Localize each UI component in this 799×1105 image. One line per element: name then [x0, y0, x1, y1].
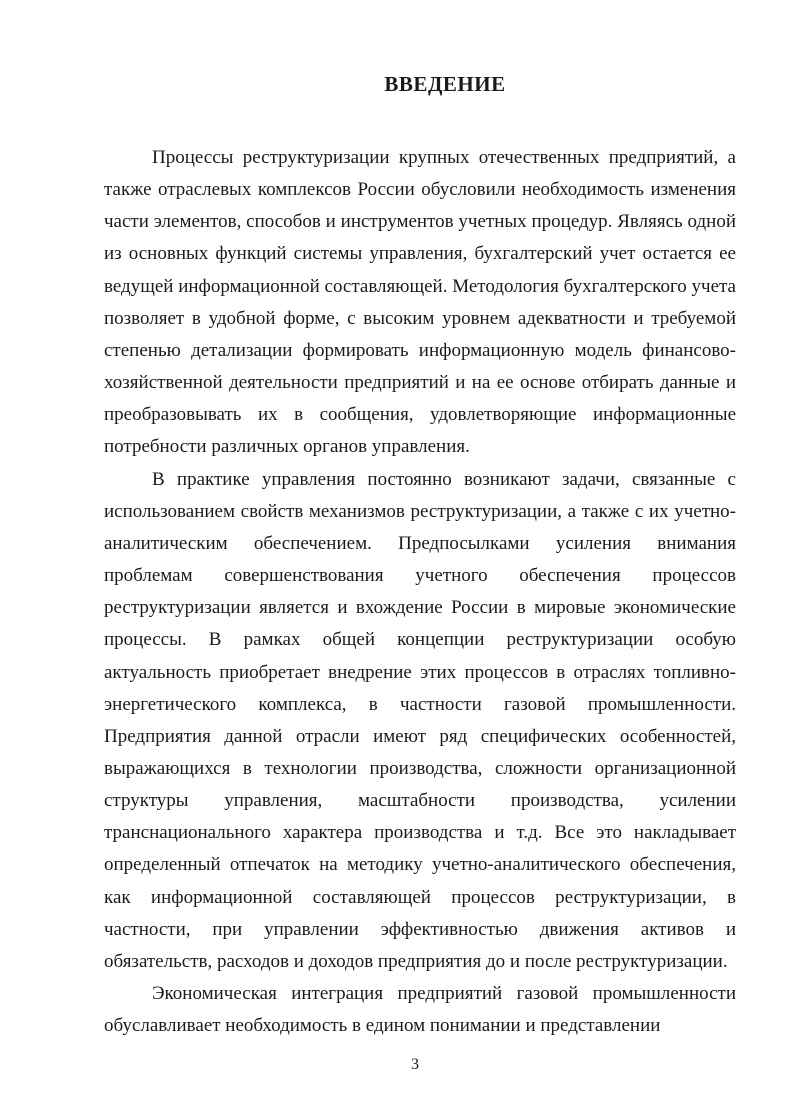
paragraph-economic-integration: Экономическая интеграция предприятий газовой промышленности обуславливает необходимость в едином понимании и представлении: [104, 983, 736, 1037]
body-text: [104, 142, 736, 1042]
page-number: 3: [411, 1056, 419, 1073]
paragraph-management-practice: В практике управления постоянно возникают задачи, связанные с использованием свойств механизмов реструктуризации, а также с их учетно-аналитическим обеспечением. Предпосылками усиления внимания проблемам совершенствования учетного обеспечения процессов реструктуризации является и вхождение России в мировые экономические процессы. В рамках общей концепции реструктуризации особую актуальность приобретает внедрение этих процессов в отраслях топливно-энергетического комплекса, в частности газовой промышленности. Предприятия данной отрасли имеют ряд специфических особенностей, выражающихся в технологии производства, сложности организационной структуры управления, масштабности производства, усилении транснационального характера производства и т.д. Все это накладывает определенный отпечаток на методику учетно-аналитического обеспечения, как информационной составляющей процессов реструктуризации, в частности, при управлении эффективностью движения активов и обязательств, расходов и доходов предприятия до и после реструктуризации.: [104, 468, 736, 972]
page-title: ВВЕДЕНИЕ: [384, 72, 506, 96]
paragraph-restructuring-processes: Процессы реструктуризации крупных отечественных предприятий, а также отраслевых комплексов России обусловили необходимость изменения части элементов, способов и инструментов учетных процедур. Являясь одной из основных функций системы управления, бухгалтерский учет остается ее ведущей информационной составляющей. Методология бухгалтерского учета позволяет в удобной форме, с высоким уровнем адекватности и требуемой степенью детализации формировать информационную модель финансово-хозяйственной деятельности предприятий и на ее основе отбирать данные и преобразовывать их в сообщения, удовлетворяющие информационные потребности различных органов управления.: [104, 147, 736, 458]
